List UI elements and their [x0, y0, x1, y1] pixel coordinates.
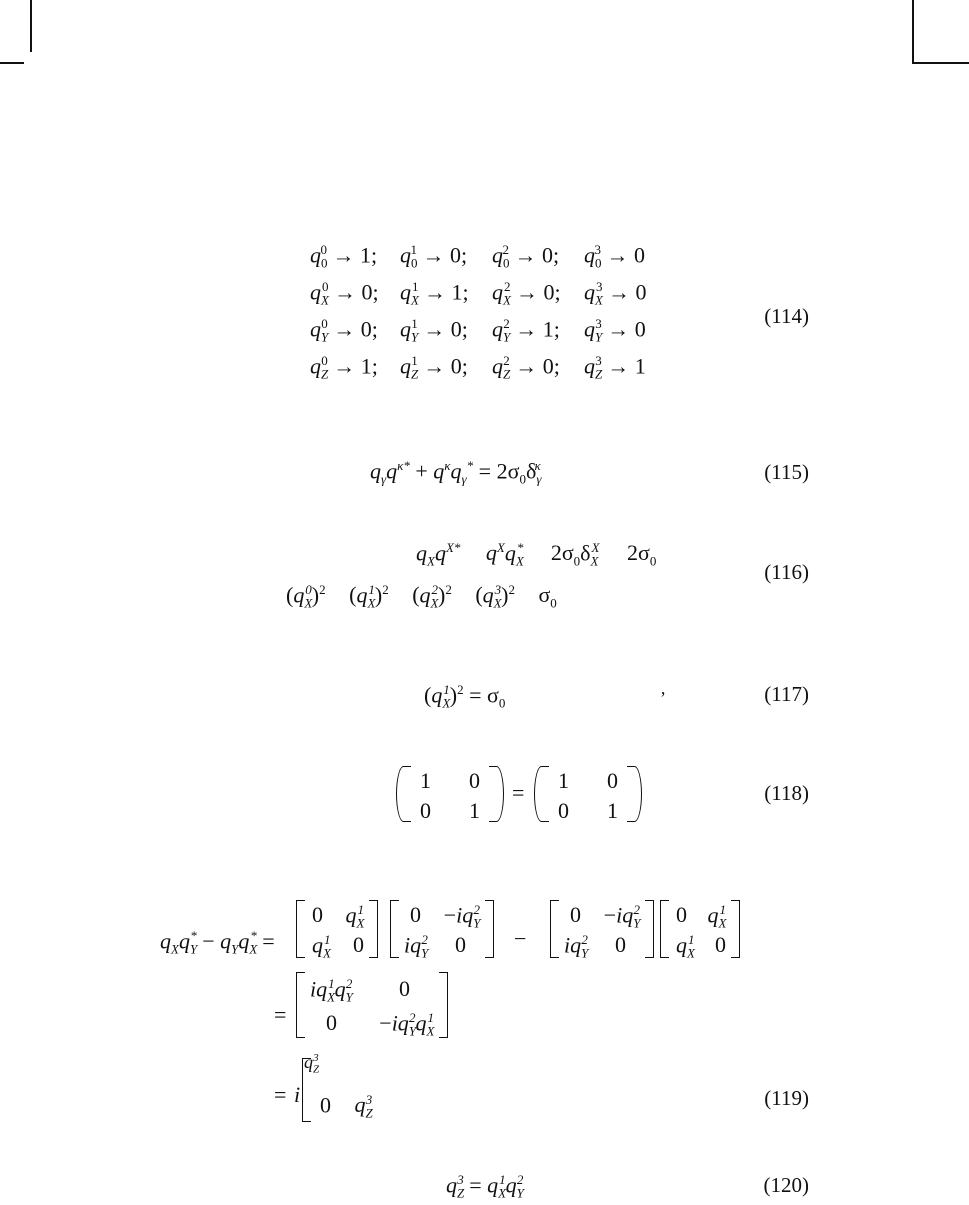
- equation-number-120: (120): [763, 1173, 809, 1197]
- equation-114-term: $q_0^0 \to 1$;: [310, 242, 378, 271]
- crop-mark-left-horizontal: [0, 62, 24, 64]
- crop-mark-right-horizontal: [912, 62, 969, 64]
- equation-number-117: (117): [764, 682, 809, 706]
- equation-114-term: $q_Y^0 \to 0$;: [310, 316, 378, 345]
- equation-114-term: $q_Y^3 \to 0$: [584, 316, 646, 345]
- equation-119-matrix-1: 0 $q_X^1$ $q_X^1$ 0: [296, 900, 378, 958]
- equation-number-118: (118): [764, 781, 809, 805]
- stray-mark: ‚: [660, 678, 666, 698]
- equation-114-term: $q_Z^3 \to 1$: [584, 353, 646, 382]
- equation-114-row: [310, 316, 676, 353]
- equation-119-matrix-2: 0 $-iq_Y^2$ $iq_Y^2$ 0: [390, 900, 494, 958]
- equation-114-term: $q_0^1 \to 0$;: [400, 242, 468, 271]
- equation-114-term: $q_X^0 \to 0$;: [310, 279, 379, 308]
- equation-114-term: $q_0^3 \to 0$: [584, 242, 645, 271]
- equation-114-term: $q_Y^2 \to 1$;: [492, 316, 560, 345]
- equation-114-row: [310, 279, 676, 316]
- equation-119-prefactor: i: [294, 1082, 301, 1107]
- equation-number-119: (119): [764, 1086, 809, 1110]
- equation-114-term: $q_Y^1 \to 0$;: [400, 316, 468, 345]
- equation-number-115: (115): [764, 460, 809, 484]
- equation-114-term: $q_X^1 \to 1$;: [400, 279, 469, 308]
- equation-114-row: [310, 242, 676, 279]
- equation-114-grid: [310, 242, 676, 390]
- equation-118-rhs-matrix: 1 0 0 1: [534, 766, 642, 822]
- equation-116-line-1: $q_Xq^{X*}$ $q^Xq_X^*$ $2\sigma_0\delta_X^X$ $2\sigma_0$: [416, 540, 657, 569]
- equation-114-term: $q_X^3 \to 0$: [584, 279, 647, 308]
- equation-120: $q_Z^3 = q_X^1q_Y^2$: [446, 1172, 524, 1201]
- equation-117: $(q_X^1)^2 = \sigma_0$: [424, 682, 506, 711]
- crop-mark-left-vertical: [30, 0, 32, 52]
- equation-114-term: $q_Z^2 \to 0$;: [492, 353, 560, 382]
- equation-119-product-matrix: $iq_X^1q_Y^2$ 0 0 $-iq_Y^2q_X^1$: [296, 972, 448, 1038]
- equals-sign-119-second: =: [274, 1002, 287, 1027]
- equation-114-term: $q_Z^1 \to 0$;: [400, 353, 468, 382]
- equation-119-final-row: 0 $q_Z^3$: [320, 1092, 373, 1121]
- equation-114-term: $q_Z^0 \to 1$;: [310, 353, 378, 382]
- equals-sign-118: =: [512, 780, 525, 805]
- equation-114-row: [310, 353, 676, 390]
- equation-number-116: (116): [764, 560, 809, 584]
- equation-115: $q_\gamma q^{\kappa*} + q^\kappa q_\gamma^* = 2\sigma_0\delta_\gamma^\kappa$: [370, 458, 542, 487]
- equation-119-final-matrix: $q_Z^3$: [302, 1058, 328, 1122]
- minus-sign-119: −: [514, 926, 527, 951]
- crop-mark-right-vertical: [912, 0, 914, 62]
- equation-118-lhs-matrix: 1 0 0 1: [396, 766, 504, 822]
- equation-119-matrix-4: 0 $q_X^1$ $q_X^1$ 0: [660, 900, 740, 958]
- equation-114-term: $q_0^2 \to 0$;: [492, 242, 560, 271]
- equation-119-matrix-3: 0 $-iq_Y^2$ $iq_Y^2$ 0: [550, 900, 654, 958]
- equation-116-line-2: $(q_X^0)^2$ $(q_X^1)^2$ $(q_X^2)^2$ $(q_X^3)^2$ $\sigma_0$: [286, 582, 557, 611]
- equation-119-lhs: $q_Xq_Y^* - q_Yq_X^*$ =: [160, 928, 275, 957]
- equation-number-114: (114): [764, 304, 809, 328]
- equals-sign-119-third: =: [274, 1082, 287, 1107]
- equation-114-term: $q_X^2 \to 0$;: [492, 279, 561, 308]
